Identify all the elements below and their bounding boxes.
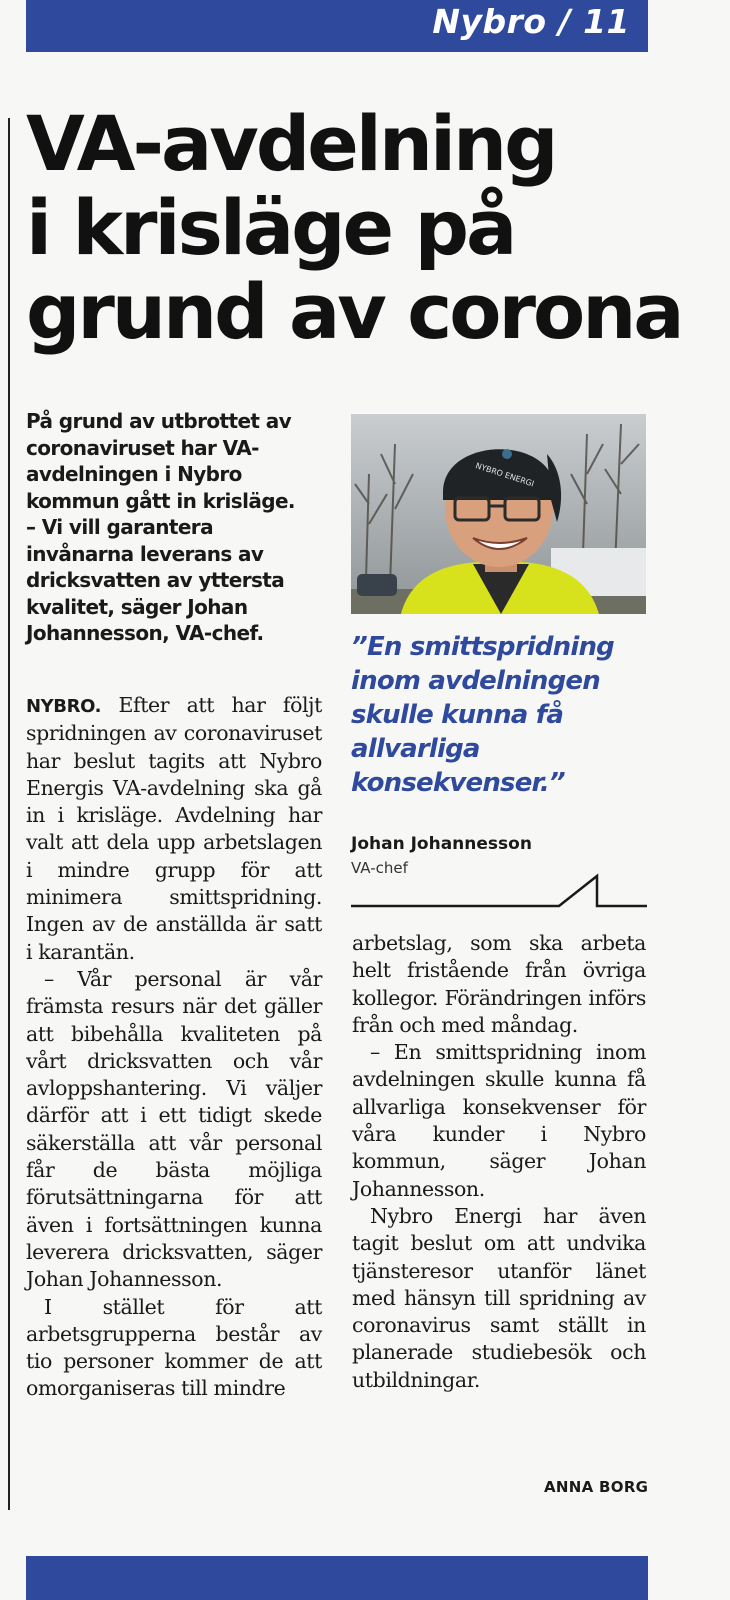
ingress-quote: – Vi vill garantera invånarna leverans av dricksvatten av yttersta kvalitet, säger Johan Johannesson, VA-chef. [26, 515, 285, 645]
article-byline: ANNA BORG [544, 1478, 649, 1496]
headline-line: VA-avdelning [26, 99, 556, 188]
dateline: NYBRO. [26, 696, 102, 717]
quote-author-name: Johan Johannesson [351, 834, 532, 854]
article-ingress [26, 408, 326, 647]
article-headline [26, 99, 682, 356]
quote-divider-line [351, 872, 651, 908]
body-paragraph: arbetslag, som ska arbeta helt fristående från övriga kollegor. Förändringen införs från och med måndag. [352, 931, 646, 1037]
body-paragraph [26, 692, 322, 966]
headline-line: i krisläge på [26, 183, 515, 272]
headline-line: grund av corona [26, 267, 682, 356]
section-header-bar [26, 0, 648, 52]
cap-logo-text: NYBRO ENERGI [474, 461, 536, 489]
pull-quote: ”En smittspridning inom avdelningen skulle kunna få allvarliga konsekvenser.” [351, 632, 614, 798]
body-column-right [352, 930, 646, 1394]
footer-bar [26, 1556, 648, 1600]
ingress-paragraph: På grund av utbrottet av coronaviruset har VA-avdelningen i Nybro kommun gått in krisläge. [26, 409, 295, 513]
body-column-left [26, 692, 322, 1403]
body-paragraph: Nybro Energi har även tagit beslut om att undvika tjänsteresor utanför länet med hänsyn till spridning av coronavirus samt ställt in planerade studiebesök och utbildningar. [352, 1203, 646, 1392]
body-text: Efter att har följt spridningen av coronaviruset har beslut tagits att Nybro Energis VA-avdelning ska gå in i krisläge. Avdelning har valt att dela upp arbetslagen i mindre grupp för att minimera smittspridning. Ingen av de anställda är satt i karantän. [26, 693, 322, 964]
left-column-rule [8, 118, 10, 1510]
body-paragraph: I stället för att arbetsgrupperna består av tio personer kommer de att omorganiseras till mindre [26, 1294, 322, 1401]
section-page-label: Nybro / 11 [432, 2, 630, 41]
body-paragraph: – Vår personal är vår främsta resurs när det gäller att bibehålla kvaliteten på vårt dricksvatten och vår avloppshantering. Vi väljer därför att i ett tidigt skede säkerställa att vår personal får de bästa möjliga förutsättningarna för att även i fortsättningen kunna leverera dricksvatten, säger Johan Johannesson. [26, 966, 322, 1292]
body-paragraph: – En smittspridning inom avdelningen skulle kunna få allvarliga konsekvenser för våra kunder i Nybro kommun, säger Johan Johannesson. [352, 1040, 646, 1201]
portrait-illustration [351, 414, 646, 614]
portrait-photo [351, 414, 646, 614]
quote-author-title: VA-chef [351, 859, 408, 877]
